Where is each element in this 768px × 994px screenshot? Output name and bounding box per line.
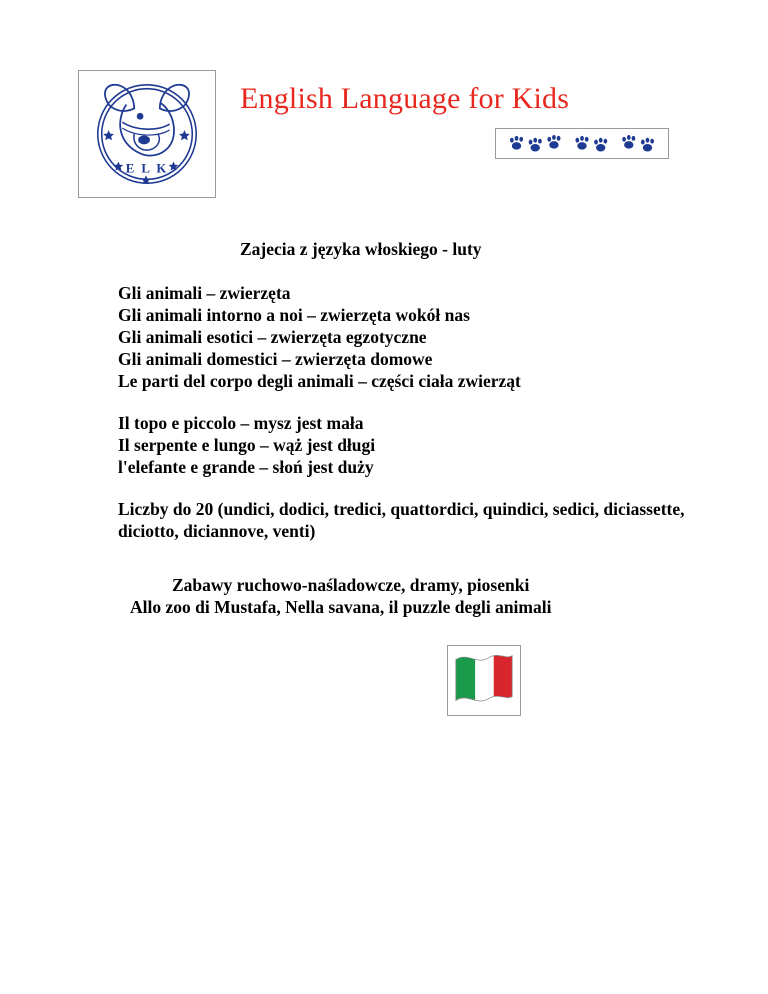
activities-line-2: Allo zoo di Mustafa, Nella savana, il puzzle degli animali (130, 597, 552, 617)
elk-dog-logo-icon (79, 71, 215, 197)
spacer (0, 478, 768, 498)
vocab-line: Gli animali intorno a noi – zwierzęta wokół nas (118, 305, 470, 325)
vocab-line: l'elefante e grande – słoń jest duży (118, 457, 374, 477)
activities-line-1: Zabawy ruchowo-naśladowcze, dramy, piosenki (172, 575, 530, 595)
document-header (0, 70, 768, 205)
vocab-block-1 (0, 282, 768, 392)
paw-prints-icon (496, 129, 668, 158)
vocab-line: Gli animali domestici – zwierzęta domowe (118, 349, 433, 369)
spacer (0, 542, 768, 574)
vocab-line: Le parti del corpo degli animali – części ciała zwierząt (118, 371, 521, 391)
vocab-block-2 (0, 412, 768, 478)
flag-container (447, 645, 521, 716)
svg-text:E L K: E L K (125, 161, 169, 176)
paw-decoration-container (495, 128, 669, 159)
document-body (0, 238, 768, 618)
vocab-line: Il serpente e lungo – wąż jest długi (118, 435, 376, 455)
italian-flag-icon (448, 646, 520, 715)
logo-container (78, 70, 216, 198)
vocab-line: Il topo e piccolo – mysz jest mała (118, 413, 364, 433)
vocab-line: Gli animali esotici – zwierzęta egzotyczne (118, 327, 427, 347)
document-subtitle: Zajecia z języka włoskiego - luty (240, 239, 482, 259)
vocab-line: Gli animali – zwierzęta (118, 283, 291, 303)
spacer (0, 392, 768, 412)
numbers-line: Liczby do 20 (undici, dodici, tredici, quattordici, quindici, sedici, diciassette, diciotto, diciannove, venti) (118, 499, 685, 541)
page-title: English Language for Kids (240, 82, 570, 115)
